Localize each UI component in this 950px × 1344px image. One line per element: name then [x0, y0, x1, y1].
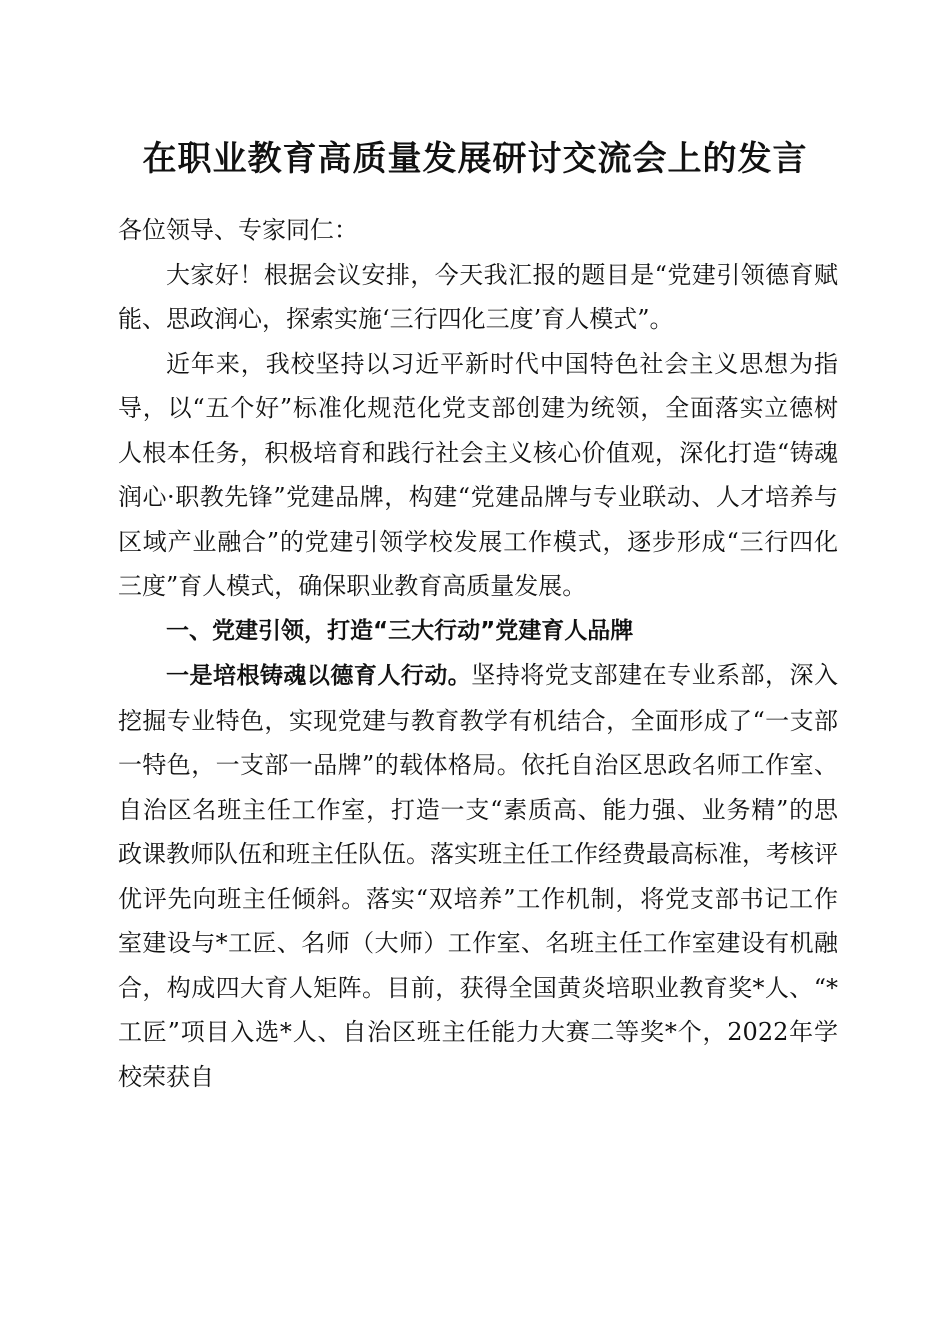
document-body	[118, 208, 838, 1099]
document-title: 在职业教育高质量发展研讨交流会上的发言	[142, 139, 808, 179]
paragraph-greeting: 大家好！根据会议安排，今天我汇报的题目是“党建引领德育赋能、思政润心，探索实施‘三行四化三度’育人模式”。	[118, 260, 838, 333]
paragraph-lead: 一是培根铸魂以德育人行动。	[166, 663, 472, 689]
salutation: 各位领导、专家同仁：	[118, 216, 358, 244]
section-heading-1: 一、党建引领，打造“三大行动”党建育人品牌	[166, 617, 634, 644]
paragraph-action-1	[118, 653, 838, 1099]
paragraph-intro: 近年来，我校坚持以习近平新时代中国特色社会主义思想为指导，以“五个好”标准化规范化党支部创建为统领，全面落实立德树人根本任务，积极培育和践行社会主义核心价值观，深化打造“铸魂润心·职教先锋”党建品牌，构建“党建品牌与专业联动、人才培养与区域产业融合”的党建引领学校发展工作模式，逐步形成“三行四化三度”育人模式，确保职业教育高质量发展。	[118, 349, 838, 600]
paragraph-body: 坚持将党支部建在专业系部，深入挖掘专业特色，实现党建与教育教学有机结合，全面形成了“一支部一特色，一支部一品牌”的载体格局。依托自治区思政名师工作室、自治区名班主任工作室，打造一支“素质高、能力强、业务精”的思政课教师队伍和班主任队伍。落实班主任工作经费最高标准，考核评优评先向班主任倾斜。落实“双培养”工作机制，将党支部书记工作室建设与*工匠、名师（大师）工作室、名班主任工作室建设有机融合，构成四大育人矩阵。目前，获得全国黄炎培职业教育奖*人、“*工匠”项目入选*人、自治区班主任能力大赛二等奖*个，2022年学校荣获自	[118, 661, 839, 1091]
